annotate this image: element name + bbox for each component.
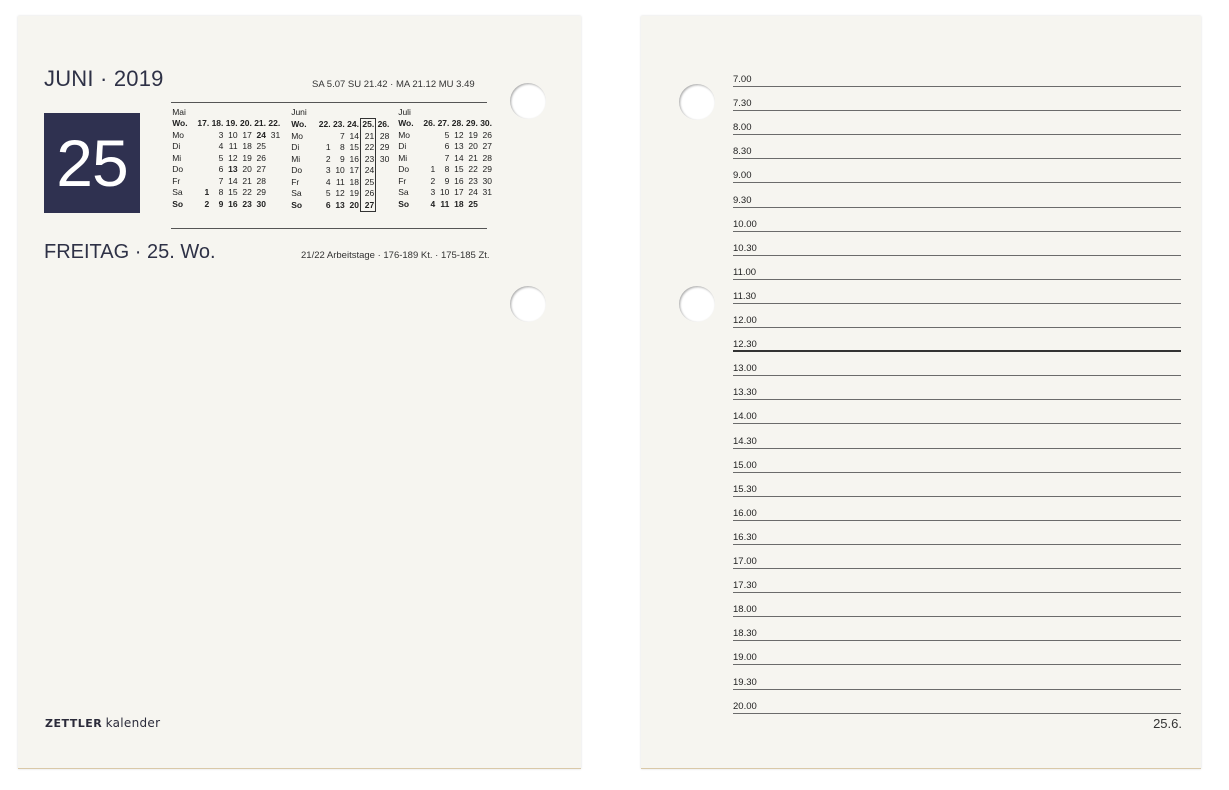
time-slot-row[interactable] bbox=[733, 641, 1181, 665]
calendar-day: 9 bbox=[444, 175, 450, 186]
mini-calendar-juli bbox=[397, 106, 493, 210]
time-slot-row[interactable] bbox=[733, 135, 1181, 159]
time-slot-row[interactable] bbox=[733, 593, 1181, 617]
calendar-day: 24 bbox=[361, 165, 376, 177]
time-slot-row[interactable] bbox=[733, 690, 1181, 714]
week-number: 23. bbox=[332, 119, 345, 129]
week-number: 27. bbox=[437, 118, 450, 129]
calendar-day: 17 bbox=[454, 187, 464, 198]
calendar-day: 30 bbox=[256, 198, 267, 209]
calendar-day: 11 bbox=[335, 176, 345, 187]
weekday-abbrev: Do bbox=[398, 164, 410, 175]
time-slot-row[interactable] bbox=[733, 617, 1181, 641]
time-slot-label: 15.30 bbox=[733, 483, 757, 495]
calendar-day bbox=[267, 141, 281, 153]
calendar-day: 5 bbox=[444, 129, 450, 140]
week-number: 30. bbox=[480, 118, 493, 129]
weekday-abbrev: Sa bbox=[398, 187, 409, 198]
calendar-day: 14 bbox=[349, 130, 359, 141]
calendar-day: 7 bbox=[340, 130, 345, 141]
calendar-day: 3 bbox=[325, 165, 331, 176]
calendar-day: 12 bbox=[335, 188, 345, 199]
day-number: 25 bbox=[44, 113, 140, 213]
mini-calendar-month: Juli bbox=[398, 106, 411, 117]
time-slot-label: 11.30 bbox=[733, 290, 757, 302]
calendar-day: 19 bbox=[468, 129, 478, 140]
calendar-day: 30 bbox=[482, 175, 493, 186]
week-number: 18. bbox=[211, 118, 224, 129]
weekday-abbrev: Do bbox=[172, 164, 184, 175]
left-calendar-page bbox=[18, 16, 581, 769]
time-slot-label: 15.00 bbox=[733, 459, 757, 471]
week-number: 28. bbox=[451, 118, 464, 129]
calendar-day: 15 bbox=[228, 187, 238, 198]
calendar-day: 13 bbox=[335, 200, 345, 210]
calendar-day bbox=[479, 198, 493, 210]
working-days-info: 21/22 Arbeitstage · 176-189 Kt. · 175-185 Zt. bbox=[301, 250, 490, 261]
calendar-day: 11 bbox=[228, 141, 238, 152]
calendar-day: 10 bbox=[228, 129, 238, 140]
calendar-day bbox=[196, 152, 210, 164]
time-slot-label: 16.30 bbox=[733, 531, 757, 543]
weekday-abbrev: Fr bbox=[291, 176, 300, 187]
punch-hole-top-left-page bbox=[510, 83, 546, 119]
punch-hole-top-right-page bbox=[679, 84, 715, 120]
weekday-abbrev: Di bbox=[172, 141, 181, 152]
time-slot-row[interactable] bbox=[733, 184, 1181, 208]
calendar-day bbox=[196, 141, 210, 153]
calendar-day bbox=[267, 187, 281, 199]
calendar-day: 27 bbox=[482, 141, 493, 152]
calendar-day: 10 bbox=[335, 165, 345, 176]
calendar-day: 1 bbox=[325, 142, 331, 153]
calendar-day: 16 bbox=[228, 198, 238, 209]
brand-logo-light: kalender bbox=[105, 716, 161, 730]
calendar-day: 24 bbox=[256, 129, 267, 140]
time-slot-row[interactable] bbox=[733, 376, 1181, 400]
calendar-day: 26 bbox=[256, 152, 267, 163]
header-rule bbox=[171, 102, 487, 103]
calendar-day: 1 bbox=[430, 164, 436, 175]
week-number: 26. bbox=[377, 119, 390, 129]
calendar-day: 2 bbox=[325, 153, 331, 164]
time-slot-label: 18.30 bbox=[733, 628, 757, 640]
brand-logo bbox=[45, 716, 160, 730]
time-slot-row[interactable] bbox=[733, 497, 1181, 521]
weekday-abbrev: Mo bbox=[398, 129, 410, 140]
calendar-day: 23 bbox=[468, 175, 478, 186]
calendar-day: 14 bbox=[454, 152, 464, 163]
calendar-day bbox=[196, 129, 210, 141]
mini-calendar-mai bbox=[171, 106, 281, 210]
calendar-day: 4 bbox=[325, 176, 331, 187]
week-label: Wo. bbox=[398, 118, 414, 129]
calendar-day: 13 bbox=[228, 164, 238, 175]
calendar-day: 25 bbox=[468, 198, 478, 209]
calendar-day: 8 bbox=[340, 142, 345, 153]
calendar-day bbox=[267, 152, 281, 164]
calendar-day: 6 bbox=[218, 164, 224, 175]
week-number: 17. bbox=[197, 118, 210, 129]
time-slot-row[interactable] bbox=[733, 208, 1181, 232]
calendar-day: 28 bbox=[482, 152, 493, 163]
calendar-rule bbox=[171, 228, 487, 229]
week-number: 19. bbox=[225, 118, 238, 129]
time-slot-label: 18.00 bbox=[733, 604, 757, 616]
week-number: 22. bbox=[268, 118, 281, 129]
calendar-day: 31 bbox=[270, 129, 281, 140]
calendar-day: 25 bbox=[361, 176, 376, 188]
time-slot-row[interactable] bbox=[733, 521, 1181, 545]
time-slot-row[interactable] bbox=[733, 545, 1181, 569]
calendar-day bbox=[422, 129, 436, 141]
calendar-day: 8 bbox=[218, 187, 224, 198]
time-slot-label: 19.30 bbox=[733, 676, 757, 688]
weekday-abbrev: Mo bbox=[172, 129, 184, 140]
punch-hole-bottom-left-page bbox=[510, 286, 546, 322]
time-slot-label: 16.00 bbox=[733, 507, 757, 519]
time-slot-label: 17.30 bbox=[733, 580, 757, 592]
calendar-day bbox=[267, 198, 281, 210]
calendar-day: 28 bbox=[379, 130, 390, 141]
calendar-day: 13 bbox=[454, 141, 464, 152]
week-label: Wo. bbox=[291, 119, 307, 129]
time-slot-label: 9.00 bbox=[733, 170, 752, 182]
weekday-abbrev: Do bbox=[291, 165, 303, 176]
calendar-day: 16 bbox=[454, 175, 464, 186]
time-slot-row[interactable] bbox=[733, 304, 1181, 328]
calendar-day: 14 bbox=[228, 175, 238, 186]
time-slot-row[interactable] bbox=[733, 256, 1181, 280]
calendar-day: 29 bbox=[256, 187, 267, 198]
time-slot-label: 8.30 bbox=[733, 146, 752, 158]
weekday-abbrev: Fr bbox=[172, 175, 181, 186]
calendar-day: 9 bbox=[340, 153, 345, 164]
calendar-day bbox=[196, 164, 210, 176]
mini-calendar-month: Mai bbox=[172, 106, 186, 117]
calendar-day: 17 bbox=[242, 129, 252, 140]
time-slot-row[interactable] bbox=[733, 87, 1181, 111]
right-schedule-page bbox=[641, 16, 1201, 769]
weekday-week-title: FREITAG · 25. Wo. bbox=[44, 241, 216, 263]
week-number: 26. bbox=[423, 118, 436, 129]
calendar-day: 2 bbox=[204, 198, 210, 209]
weekday-abbrev: Sa bbox=[172, 187, 183, 198]
time-slot-label: 7.30 bbox=[733, 98, 752, 110]
week-number: 29. bbox=[465, 118, 478, 129]
calendar-day: 10 bbox=[439, 187, 450, 198]
weekday-abbrev: Mi bbox=[398, 152, 408, 163]
calendar-day: 3 bbox=[430, 187, 436, 198]
time-slot-label: 13.00 bbox=[733, 363, 757, 375]
calendar-day bbox=[196, 175, 210, 187]
time-slot-row[interactable] bbox=[733, 280, 1181, 304]
time-slot-label: 7.00 bbox=[733, 74, 752, 85]
calendar-day: 22 bbox=[242, 187, 252, 198]
time-slot-row[interactable] bbox=[733, 473, 1181, 497]
calendar-day: 12 bbox=[228, 152, 238, 163]
week-number: 24. bbox=[347, 119, 359, 129]
calendar-day bbox=[267, 175, 281, 187]
calendar-day: 26 bbox=[482, 129, 493, 140]
time-slot-label: 19.00 bbox=[733, 652, 757, 664]
weekday-abbrev: So bbox=[172, 198, 184, 209]
calendar-day: 17 bbox=[349, 165, 359, 176]
weekday-abbrev: Mi bbox=[172, 152, 182, 163]
time-slot-label: 14.00 bbox=[733, 411, 757, 423]
calendar-day: 24 bbox=[468, 187, 478, 198]
time-slot-row[interactable] bbox=[733, 352, 1181, 376]
calendar-day: 29 bbox=[379, 142, 390, 153]
weekday-abbrev: Mi bbox=[291, 153, 301, 164]
mini-calendar-juni bbox=[290, 106, 391, 212]
weekday-abbrev: So bbox=[291, 200, 303, 210]
time-slot-row[interactable] bbox=[733, 425, 1181, 449]
calendar-day: 21 bbox=[361, 130, 376, 142]
calendar-day: 18 bbox=[454, 198, 464, 209]
calendar-day: 23 bbox=[361, 153, 376, 165]
calendar-day: 22 bbox=[361, 142, 376, 154]
calendar-day: 11 bbox=[440, 198, 450, 209]
time-slot-label: 13.30 bbox=[733, 387, 757, 399]
calendar-day: 23 bbox=[242, 198, 252, 209]
weekday-abbrev: Di bbox=[291, 142, 300, 153]
week-number: 25. bbox=[362, 119, 375, 130]
time-slot-row[interactable] bbox=[733, 569, 1181, 593]
calendar-day: 9 bbox=[218, 198, 224, 209]
calendar-day: 30 bbox=[379, 153, 390, 164]
calendar-day: 31 bbox=[482, 187, 493, 198]
calendar-day bbox=[376, 165, 391, 177]
calendar-day: 16 bbox=[349, 153, 359, 164]
calendar-day: 18 bbox=[242, 141, 252, 152]
weekday-abbrev: Di bbox=[398, 141, 407, 152]
calendar-day: 19 bbox=[349, 188, 359, 199]
calendar-day: 22 bbox=[468, 164, 478, 175]
time-slot-row[interactable] bbox=[733, 63, 1181, 87]
calendar-day: 4 bbox=[218, 141, 224, 152]
time-slot-label: 12.30 bbox=[733, 339, 757, 351]
calendar-day bbox=[422, 141, 436, 153]
time-slot-row[interactable] bbox=[733, 328, 1181, 352]
calendar-day: 6 bbox=[325, 200, 331, 210]
calendar-day: 5 bbox=[218, 152, 224, 163]
calendar-day: 1 bbox=[204, 187, 210, 198]
time-slot-row[interactable] bbox=[733, 232, 1181, 256]
punch-hole-bottom-right-page bbox=[679, 286, 715, 322]
sun-moon-times: SA 5.07 SU 21.42 · MA 21.12 MU 3.49 bbox=[312, 79, 475, 90]
week-number: 21. bbox=[254, 118, 267, 129]
week-number: 20. bbox=[239, 118, 252, 129]
calendar-day: 7 bbox=[444, 152, 450, 163]
calendar-day: 18 bbox=[349, 176, 359, 187]
calendar-day: 4 bbox=[430, 198, 436, 209]
calendar-day: 7 bbox=[218, 175, 224, 186]
time-slot-row[interactable] bbox=[733, 111, 1181, 135]
calendar-day: 5 bbox=[325, 188, 331, 199]
time-slot-label: 20.00 bbox=[733, 700, 757, 712]
calendar-day: 29 bbox=[482, 164, 493, 175]
week-number: 22. bbox=[318, 119, 331, 129]
time-slot-label: 14.30 bbox=[733, 435, 757, 447]
calendar-day: 28 bbox=[256, 175, 267, 186]
calendar-day: 15 bbox=[454, 164, 464, 175]
time-slot-row[interactable] bbox=[733, 159, 1181, 183]
time-slot-label: 10.00 bbox=[733, 218, 757, 230]
calendar-day: 20 bbox=[468, 141, 478, 152]
calendar-day bbox=[318, 130, 332, 142]
time-slot-row[interactable] bbox=[733, 400, 1181, 424]
page-date: 25.6. bbox=[1153, 716, 1182, 731]
calendar-day: 15 bbox=[349, 142, 359, 153]
time-slot-line bbox=[733, 713, 1181, 714]
time-slot-label: 10.30 bbox=[733, 242, 757, 254]
time-slot-label: 12.00 bbox=[733, 315, 757, 326]
brand-logo-bold: ZETTLER bbox=[45, 717, 103, 730]
calendar-day: 12 bbox=[454, 129, 464, 140]
calendar-day: 2 bbox=[430, 175, 436, 186]
calendar-day: 20 bbox=[242, 164, 252, 175]
calendar-day bbox=[376, 188, 391, 200]
time-slot-row[interactable] bbox=[733, 666, 1181, 690]
calendar-day: 26 bbox=[361, 188, 376, 200]
calendar-day bbox=[267, 164, 281, 176]
calendar-day: 8 bbox=[444, 164, 450, 175]
week-label: Wo. bbox=[172, 118, 188, 129]
weekday-abbrev: Fr bbox=[398, 175, 407, 186]
time-slot-label: 11.00 bbox=[733, 266, 757, 278]
calendar-day: 20 bbox=[349, 200, 359, 210]
calendar-day: 27 bbox=[256, 164, 267, 175]
calendar-day bbox=[376, 199, 391, 211]
calendar-day bbox=[376, 176, 391, 188]
calendar-day: 19 bbox=[242, 152, 252, 163]
time-slot-row[interactable] bbox=[733, 449, 1181, 473]
calendar-day: 21 bbox=[242, 175, 252, 186]
month-year-title: JUNI · 2019 bbox=[44, 66, 164, 91]
calendar-day bbox=[422, 152, 436, 164]
weekday-abbrev: Sa bbox=[291, 188, 302, 199]
weekday-abbrev: Mo bbox=[291, 130, 303, 141]
calendar-day: 6 bbox=[444, 141, 450, 152]
calendar-day: 3 bbox=[218, 129, 224, 140]
time-slot-label: 9.30 bbox=[733, 194, 752, 206]
time-slot-label: 8.00 bbox=[733, 122, 752, 134]
calendar-day: 21 bbox=[468, 152, 478, 163]
mini-calendar-month: Juni bbox=[291, 106, 307, 117]
weekday-abbrev: So bbox=[398, 198, 410, 209]
calendar-day: 27 bbox=[361, 199, 376, 211]
time-slot-label: 17.00 bbox=[733, 556, 757, 567]
calendar-day: 25 bbox=[256, 141, 267, 152]
